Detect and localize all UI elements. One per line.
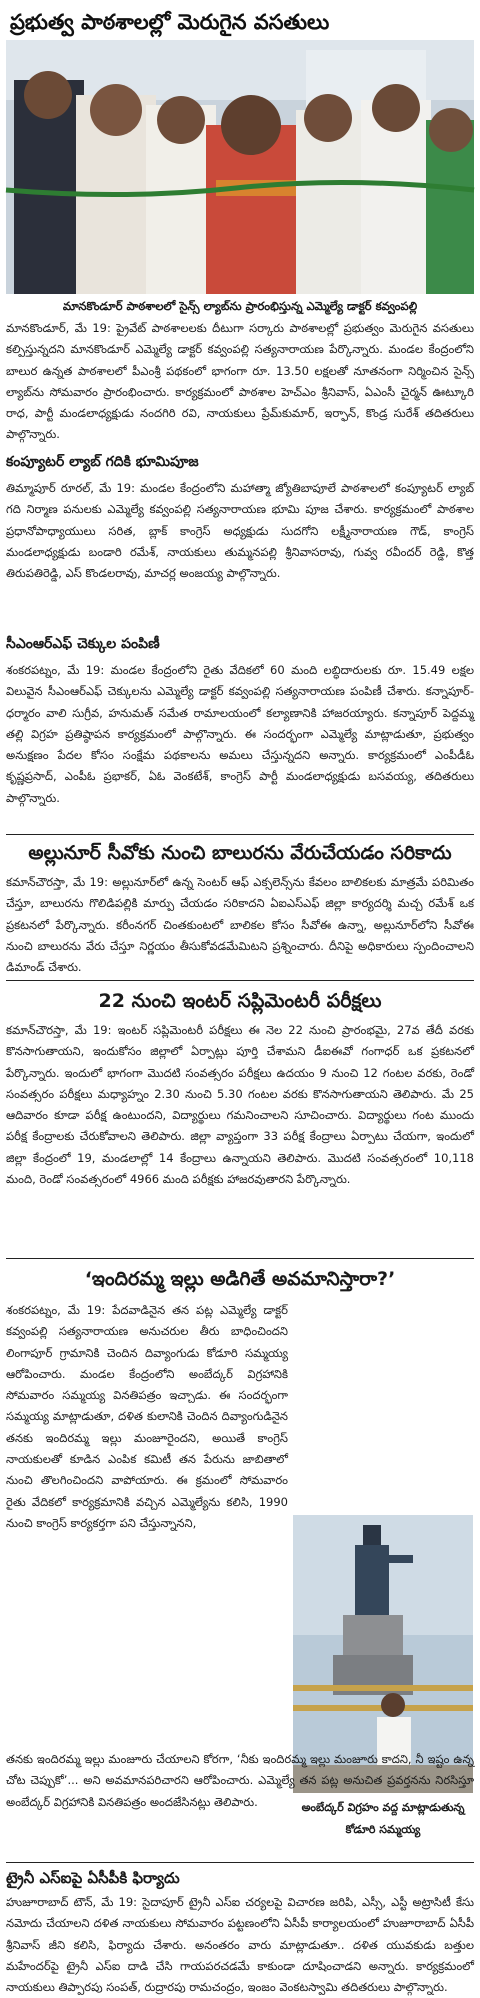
photo-caption-science-lab: మానకొండూర్ పాఠశాలలో సైన్స్ ల్యాబ్‌ను ప్రారంభిస్తున్న ఎమ్మెల్యే డాక్టర్ కవ్వంపల్లి (62, 299, 418, 313)
divider (6, 980, 474, 981)
headline-allunur-coe: అల్లునూర్ సీవోకు నుంచి బాలురను వేరుచేయడం సరికాదు (28, 842, 452, 864)
body-allunur-coe: కమాన్‌చౌరస్తా, మే 19: అల్లునూర్‌లో ఉన్న సెంటర్ ఆఫ్ ఎక్సలెన్స్‌ను కేవలం బాలికలకు మాత్రమే పరిమితం చేస్తూ, బాలురను గొలిడిపల్లికి మార్పు చేయడం సరికాదని ఏఐఎస్ఎఫ్ జిల్లా కార్యదర్శి మచ్చ రమేశ్ ఒక ప్రకటనలో పేర్కొన్నారు. కరీంనగర్ చింతకుంటలో బాలికల కోసం సీవోఈ ఉన్నా, అల్లునూర్‌లోని సీవోఈ నుంచి బాలురను వేరు చేస్తూ నిర్ణయం తీసుకోవడమేమిటని ప్రశ్నించారు. దీనిపై అధికారులు స్పందించాలని డిమాండ్ చేశారు. (6, 875, 474, 975)
headline-computer-lab: కంప్యూటర్ ల్యాబ్ గదికి భూమిపూజ (6, 454, 199, 470)
body-indiramma-left: శంకరపట్నం, మే 19: పేదవాడినైన తన పట్ల ఎమ్మెల్యే డాక్టర్ కవ్వంపల్లి సత్యనారాయణ అనుచరుల తీరు బాధించిందని లింగాపూర్ గ్రామానికి చెందిన దివ్యాంగుడు కోడూరి సమ్మయ్య ఆరోపించారు. మండల కేంద్రంలోని అంబేద్కర్ విగ్రహానికి సోమవారం సమ్మయ్య వినతిపత్రం ఇచ్చాడు. ఈ సందర్భంగా సమ్మయ్య మాట్లాడుతూ, దళిత కులానికి చెందిన దివ్యాంగుడినైన తనకు ఇందిరమ్మ ఇల్లు మంజూరైందని, అయితే కాంగ్రెస్ నాయకులతో కూడిన ఎంపిక కమిటీ తన పేరును జాబితాలో నుంచి తొలగించిందని వాపోయారు. ఈ క్రమంలో సోమవారం రైతు వేదికలో కార్యక్రమానికి వచ్చిన ఎమ్మెల్యేను కలిసి, 1990 నుంచి కాంగ్రెస్ కార్యకర్తగా పని చేస్తున్నానని, (6, 1303, 288, 1530)
headline-trainee-si-complaint: ట్రైనీ ఎస్‌ఐపై ఏసీపీకి ఫిర్యాదు (6, 1869, 180, 1887)
body-inter-supplementary: కమాన్‌చౌరస్తా, మే 19: ఇంటర్ సప్లిమెంటరీ పరీక్షలు ఈ నెల 22 నుంచి ప్రారంభమై, 27వ తేదీ వరకు కొనసాగుతాయని, ఇందుకోసం జిల్లాలో ఏర్పాట్లు పూర్తి చేశామని డీఐఈవో గంగాధర్ ఒక ప్రకటనలో పేర్కొన్నారు. ఇందులో భాగంగా మొదటి సంవత్సరం పరీక్షలు ఉదయం 9 నుంచి 12 గంటల వరకు, రెండో సంవత్సరం పరీక్షలు మధ్యాహ్నం 2.30 నుంచి 5.30 గంటల వరకు కొనసాగుతాయని తెలిపారు. మే 25 ఆదివారం కూడా పరీక్ష ఉంటుందని, విద్యార్థులు గమనించాలని సూచించారు. విద్యార్థులు గంట ముందు పరీక్ష కేంద్రాలకు చేరుకోవాలని తెలిపారు. జిల్లా వ్యాప్తంగా 33 పరీక్ష కేంద్రాలు ఏర్పాటు చేయగా, ఇందులో జిల్లా కేంద్రంలో 19, మండలాల్లో 14 కేంద్రాలు ఉన్నాయని తెలిపారు. మొదటి సంవత్సరంలో 10,118 మంది, రెండో సంవత్సరంలో 4966 మంది పరీక్షకు హాజరవుతారని పేర్కొన్నారు. (6, 1023, 474, 1187)
divider (6, 1258, 474, 1259)
body-school-facilities: మానకొండూర్, మే 19: ప్రైవేట్ పాఠశాలలకు దీటుగా సర్కారు పాఠశాలల్లో ప్రభుత్వం మెరుగైన వసతులు కల్పిస్తున్నదని మానకొండూర్ ఎమ్మెల్యే డాక్టర్ కవ్వంపల్లి సత్యనారాయణ పేర్కొన్నారు. మండల కేంద్రంలోని బాలుర ఉన్నత పాఠశాలలో పీఎంశ్రీ పథకంలో భాగంగా రూ. 13.50 లక్షలతో నూతనంగా నిర్మించిన సైన్స్ ల్యాబ్‌ను సోమవారం ప్రారంభించారు. కార్యక్రమంలో పాఠశాల హెచ్‌ఎం శ్రీనివాస్, ఏఎంసీ చైర్మన్ ఊట్కూరి రాధ, పార్టీ మండలాధ్యక్షుడు నందగిరి రవి, నాయకులు ప్రేమ్‌కుమార్, ఇర్ఫాన్, కొండ్ర సురేశ్ తదితరులు పాల్గొన్నారు. (6, 321, 474, 442)
body-indiramma-full: తనకు ఇందిరమ్మ ఇల్లు మంజూరు చేయాలని కోరగా, ‘నీకు ఇందిరమ్మ ఇల్లు మంజూరు కాదని, నీ ఇష్టం ఉన్న చోట చెప్పుకో’... అని అవమానపరిచారని ఆరోపించారు. ఎమ్మెల్యే తన పట్ల అనుచిత ప్రవర్తనను నిరసిస్తూ అంబేద్కర్ విగ్రహానికి వినతిపత్రం అందజేసినట్లు తెలిపారు. (6, 1752, 474, 1809)
body-trainee-si-complaint: హుజూరాబాద్ టౌన్, మే 19: సైదాపూర్ ట్రైనీ ఎస్‌ఐ చర్యలపై విచారణ జరిపి, ఎస్సీ, ఎస్టీ అట్రాసిటీ కేసు నమోదు చేయాలని దళిత నాయకులు సోమవారం పట్టణంలోని ఏసీపీ కార్యాలయంలో హుజూరాబాద్ ఏసీపీ శ్రీనివాస్ జీని కలిసి, ఫిర్యాదు చేశారు. అనంతరం వారు మాట్లాడుతూ.. దళిత యువకుడు బత్తుల మహేందర్‌పై ట్రైనీ ఎస్‌ఐ దాడి చేసి గాయపరచడమే కాకుండా దూషించాడని అన్నారు. కార్యక్రమంలో నాయకులు తిప్పారపు సంపత్, రుద్రారపు రామచంద్రం, ఇంజం వెంకటస్వామి తదితరులు పాల్గొన్నారు. (6, 1895, 474, 1995)
headline-inter-supplementary: 22 నుంచి ఇంటర్ సప్లిమెంటరీ పరీక్షలు (98, 990, 382, 1012)
news-photo-science-lab (6, 40, 474, 294)
divider (6, 834, 474, 835)
headline-school-facilities: ప్రభుత్వ పాఠశాలల్లో మెరుగైన వసతులు (10, 10, 330, 34)
body-computer-lab: తిమ్మాపూర్ రూరల్, మే 19: మండల కేంద్రంలోని మహాత్మా జ్యోతిబాపూలే పాఠశాలలో కంప్యూటర్ ల్యాబ్ గది నిర్మాణ పనులకు ఎమ్మెల్యే కవ్వంపల్లి సత్యనారాయణ భూమి పూజ చేశారు. కార్యక్రమంలో పాఠశాల ప్రధానోపాధ్యాయులు సరిత, బ్లాక్ కాంగ్రెస్ అధ్యక్షుడు సుదగోని లక్ష్మీనారాయణ గౌడ్, కాంగ్రెస్ మండలాధ్యక్షుడు బండారి రమేశ్, నాయకులు తుమ్మనపల్లి శ్రీనివాసరావు, గువ్వ రవీందర్ రెడ్డి, కొత్త తిరుపతిరెడ్డి, ఎస్ కొండలరావు, మాచర్ల అంజయ్య పాల్గొన్నారు. (6, 481, 474, 581)
headline-indiramma-house: ‘ఇందిరమ్మ ఇల్లు అడిగితే అవమానిస్తారా?’ (84, 1268, 396, 1290)
divider (6, 1862, 474, 1863)
body-cmrf-cheques: శంకరపట్నం, మే 19: మండల కేంద్రంలోని రైతు వేదికలో 60 మంది లబ్ధిదారులకు రూ. 15.49 లక్షల విలువైన సీఎంఆర్ఎఫ్ చెక్కులను ఎమ్మెల్యే డాక్టర్ కవ్వంపల్లి సత్యనారాయణ పంపిణీ చేశారు. కన్నాపూర్-ధర్మారం వాలి సుగ్రీవ, హనుమత్ సమేత రామాలయంలో కల్యాణానికి హాజరయ్యారు. కన్నాపూర్ పెద్దమ్మ తల్లి విగ్రహ ప్రతిష్ఠాపన కార్యక్రమంలో పాల్గొన్నారు. ఈ సందర్భంగా ఎమ్మెల్యే మాట్లాడుతూ, ప్రభుత్వం అనుక్షణం పేదల కోసం సంక్షేమ పథకాలను అమలు చేస్తున్నదని అన్నారు. కార్యక్రమంలో ఎంపీడీఓ కృష్ణప్రసాద్, ఎంపీఓ ప్రభాకర్, ఏఓ వెంకటేశ్, కాంగ్రెస్ పార్టీ మండలాధ్యక్షుడు బసవయ్య, తదితరులు పాల్గొన్నారు. (6, 663, 474, 805)
headline-cmrf-cheques: సీఎంఆర్ఎఫ్ చెక్కుల పంపిణీ (6, 636, 160, 652)
photo-caption-ambedkar-statue: అంబేద్కర్ విగ్రహం వద్ద మాట్లాడుతున్న కోడూరి సమ్మయ్య (301, 1801, 465, 1836)
